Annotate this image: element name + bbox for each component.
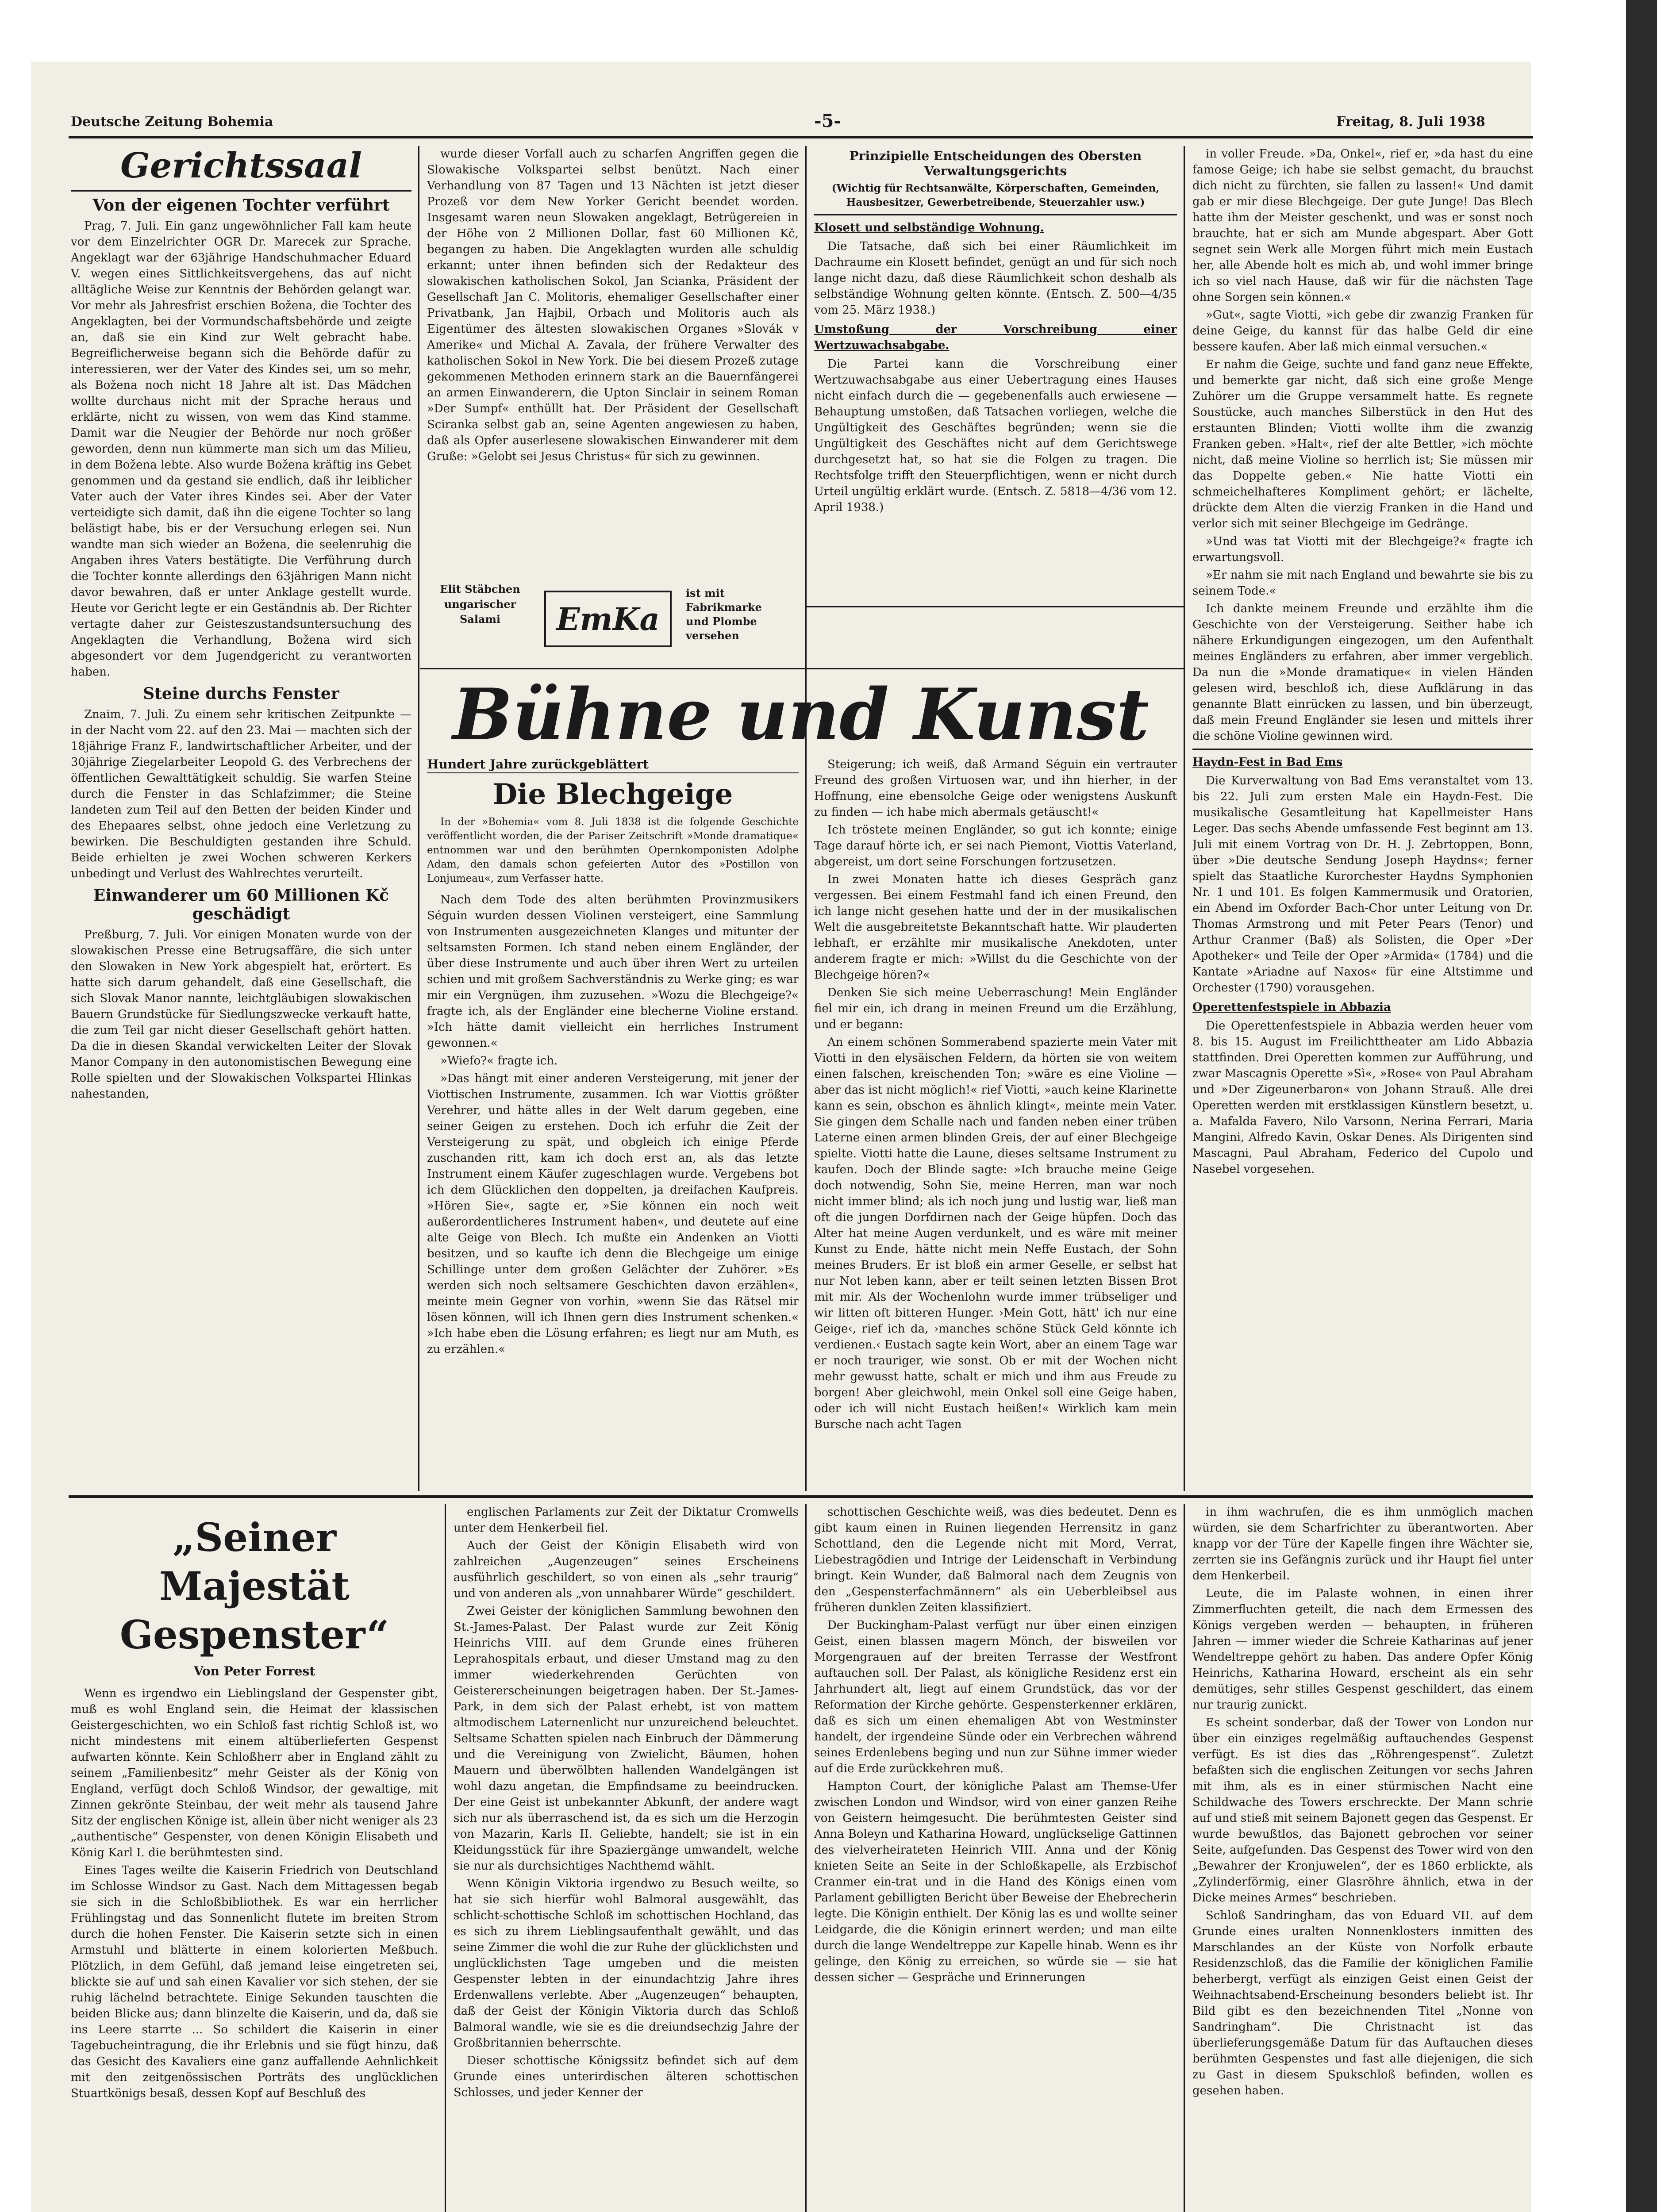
article-body: Zwei Geister der königlichen Sammlung bewohnen den St.-James-Palast. Der Palast wurde zur Zeit König Heinrichs VIII. auf dem Grunde eines früheren Leprahospitals erbaut, und dieser Umstand mag zu den immer wiederkehrenden Gerüchten von Geistererscheinungen beigetragen haben. Der St.-James-Park, in dem sich der Palast erhebt, ist von mattem altmodischem Laternenlicht nur unzureichend beleuchtet. Seltsame Schatten spielen nach Einbruch der Dämmerung und die Vereinigung von Zwielicht, Bäumen, hohen Mauern und überwölbten hallenden Wandelgängen ist wohl dazu angetan, die Empfindsame zu beeindrucken. Der eine Geist ist unbekannter Abkunft, der andere wagt sich nur als überraschend ist, da es sich um die Herzogin von Mazarin, Karls II. Geliebte, handelt; sie ist in ein Kleidungsstück für ihre Spaziergänge umwandelt, welche sie nur als durchsichtiges Nachthemd wählt. <box>454 1605 799 1873</box>
article-body: Der Buckingham-Palast verfügt nur über einen einzigen Geist, einen blassen magern Mönch, der bisweilen vor Morgengrauen auf der breiten Terrasse der Westfront auftauchen soll. Der Palast, als königliche Residenz erst ein Jahrhundert alt, liegt auf einem Grundstück, das vor der Reformation der Kirche gehörte. Gespensterkenner erklären, daß es sich um einen ehemaligen Abt von Westminster handelt, der irgendeine Sünde oder ein Verbrechen während seines Erdenlebens beging und nun zur Sühne immer wieder auf die Erde zurückkehren muß. <box>814 1619 1177 1775</box>
article-body: In zwei Monaten hatte ich dieses Gespräch ganz vergessen. Bei einem Festmahl fand ich einen Freund, den ich lange nicht gesehen hatte und der in der musikalischen Welt die ausgebreitetste Bekanntschaft hatte. Wir plauderten lebhaft, er erzählte mir musikalische Anekdoten, unter anderem fragte er mich: »Willst du die Geschichte von der Blechgeige hören?« <box>814 873 1177 982</box>
feature-title: Die Blechgeige <box>492 778 733 811</box>
article-headline: Steine durchs Fenster <box>143 684 339 703</box>
article-body: An einem schönen Sommerabend spazierte mein Vater mit Viotti in den elysäischen Feldern, da hörten sie von weitem einen falschen, kreischenden Ton; »wäre es eine Violine — aber das ist nicht möglich!« rief Viotti, »auch keine Klarinette kann es sein, obschon es ähnlich klingt«, meinte mein Vater. Sie gingen dem Schalle nach und fanden neben einer trüben Laterne einen armen blinden Greis, der auf einer Blechgeige spielte. Viotti hatte die Laune, dieses seltsame Instrument zu kaufen. Doch der Blinde sagte: »Ich brauche meine Geige doch notwendig, Sohn Sie, meine Herren, man war noch nicht immer blind; als ich noch jung und lustig war, ließ man oft die jungen Dorfdirnen nach der Geige hüpfen. Doch das Alter hat meine Augen verdunkelt, und es wäre mit meiner Kunst zu Ende, hätte nicht mein Neffe Eustach, der Sohn meines Bruders. Er ist bloß ein armer Geselle, er selbst hat nur Not leben kann, aber er teilt seinen letzten Bissen Brot mit mir. Als der Wochenlohn wurde immer trübseliger und wir litten oft bitteren Hunger. ›Mein Gott, hätt' ich nur eine Geige‹, rief ich da, ›manches schöne Stück Geld könnte ich verdienen.‹ Eustach sagte kein Wort, aber an einem Tage war er noch trauriger, wie sonst. Ob er mit der Wochen nicht mehr gewusst hatte, schalt er mich und ihm aus Freude zu borgen! Aber gleichwohl, mein Onkel soll eine Geige haben, oder ich will nicht Eustach heißen!« Wirklich kam mein Bursche nach acht Tagen <box>814 1036 1177 1431</box>
article-body: in voller Freude. »Da, Onkel«, rief er, »da hast du eine famose Geige; ich habe sie selbst gemacht, du brauchst dich nicht zu fürchten, sie fallen zu lassen!« Und damit gab er mir diese Blechgeige. Der gute Junge! Das Blech hatte ihm der Meister geschenkt, und was er sonst noch brauchte, hat er sich am Munde abgespart. Aber Gott segnet sein Werk alle Morgen führt mich mein Eustach her, alle Abende holt es mich ab, und wohl immer bringe ich so viel nach Hause, daß wir für die nächsten Tage ohne Sorgen sein können.« <box>1192 147 1533 304</box>
article-headline: Haydn-Fest in Bad Ems <box>1192 756 1343 769</box>
column-rule <box>805 1504 807 2212</box>
column-gerichtssaal <box>71 146 411 1486</box>
article-body: Wenn Königin Viktoria irgendwo zu Besuch weilte, so hat sie sich hierfür wohl Balmoral ausgewählt, das schlicht-schottische Schloß im schottischen Hochland, das es sich zu ihrem Lieblingsaufenthalt gewählt, und das seine Zimmer die wohl die zur Ruhe der glücklichsten und unglücklichsten Tage umgeben und die meisten Gespenster lebten in der einundachtzig Jahre ihres Erdenwallens verlebte. Aber „Augenzeugen“ behaupten, daß der Geist der Königin Viktoria durch das Schloß Balmoral wandle, wie sie es die dreiundsechzig Jahre der Großbritannien beherrschte. <box>454 1877 799 2050</box>
decision-headline: Klosett und selbständige Wohnung. <box>814 221 1044 234</box>
scan-edge <box>1626 0 1657 2212</box>
article-body: »Das hängt mit einer anderen Versteigerung, mit jener der Viottischen Instrumente, zusammen. Ich war Viottis größter Verehrer, und hätte alles in der Welt darum gegeben, eine seiner Geigen zu erstehen. Doch ich erfuhr die Zeit der Versteigerung zu spät, und obgleich ich einige Pferde zuschanden ritt, kam ich doch erst an, als das letzte Instrument einem Käufer zugeschlagen wurde. Vergebens bot ich dem Glücklichen den doppelten, ja dreifachen Kaufpreis. »Hören Sie«, sagte er, »Sie können ein noch weit außerordentlicheres Instrument haben«, und deutete auf eine alte Geige von Blech. Ich mußte ein Andenken an Viotti besitzen, und so kaufte ich denn die Blechgeige um einige Schillinge unter dem großen Gelächter der Zuhörer. »Es werden sich noch seltsamere Geschichten davon erzählen«, meinte mein Gegner von vorhin, »wenn Sie das Rätsel mir lösen können, will ich Ihnen gern dies Instrument schenken.« »Ich habe eben die Lösung erfahren; es liegt nur am Muth, es zu erzählen.« <box>427 1072 799 1356</box>
article-body: Die Partei kann die Vorschreibung einer Wertzuwachsabgabe aus einer Uebertragung eines Hauses nicht einfach durch die — gegebenenfalls auch erwiesene — Behauptung umstoßen, daß Tatsachen vorliegen, welche die Ungültigkeit des Geschäftes begründen; wenn sie die Ungültigkeit des Geschäftes nicht auf dem Gerichtswege durchgesetzt hat, so hat sie die Folgen zu tragen. Die Rechtsfolge trifft den Steuerpflichtigen, wenn er nicht durch Urteil ungültig erklärt wurde. (Entsch. Z. 5818—4/36 vom 12. April 1938.) <box>814 357 1177 514</box>
masthead-paper: Deutsche Zeitung Bohemia <box>71 114 273 130</box>
article-body: Znaim, 7. Juli. Zu einem sehr kritischen Zeitpunkte — in der Nacht vom 22. auf den 23. Mai — machten sich der 18jährige Franz F., landwirtschaftlicher Arbeiter, und der 30jährige Ziegelarbeiter Leopold G. des Verbrechens der öffentlichen Gewalttätigkeit schuldig. Sie warfen Steine durch die Fenster in das Schlafzimmer; die Steine landeten zum Teil auf den Betten der beiden Kinder und des Ehepaares selbst, ohne jedoch eine Verletzung zu bewirken. Die Beschuldigten gestanden ihre Schuld. Beide erhielten je zwei Wochen schweren Kerkers unbedingt und Verlust des Wahlrechtes verurteilt. <box>71 708 411 880</box>
article-body: Ich dankte meinem Freunde und erzählte ihm die Geschichte von der Versteigerung. Seither habe ich nähere Erkundigungen eingezogen, um den Aufenthalt meines Engländers zu erfahren, aber immer vergeblich. Da nun die »Monde dramatique« in vielen Händen gelesen wird, beschloß ich, diese Aufklärung in das genannte Blatt einrücken zu lassen, und bin überzeugt, daß mein Freund Engländer sie lesen und mittels ihrer die schöne Violine gewinnen wird. <box>1192 602 1533 743</box>
article-headline: Einwanderer um 60 Millionen Kč geschädigt <box>93 886 389 923</box>
article-body: Wenn es irgendwo ein Lieblingsland der Gespenster gibt, muß es wohl England sein, die Heimat der klassischen Geistergeschichten, wo ein Schloß fast richtig Schloß ist, wo nicht mindestens mit einem altüberlieferten Gespenst aufwarten könnte. Kein Schloßherr aber in England zählt zu seinem „Familienbesitz“ mehr Geister als der König von England, verfügt doch Schloß Windsor, der gewaltige, mit Zinnen gekrönte Steinbau, der weit mehr als tausend Jahre Sitz der englischen Könige ist, allein über nicht weniger als 23 „authentische“ Gespenster, von denen Königin Elisabeth und König Karl I. die berühmtesten sind. <box>71 1687 438 1859</box>
masthead-page: -5- <box>814 111 842 131</box>
bottom-column-2 <box>454 1504 799 2212</box>
ad-line: Fabrikmarke <box>686 601 762 614</box>
column-rule <box>805 146 807 1491</box>
column-rule <box>805 606 1184 607</box>
bottom-column-4 <box>1192 1504 1533 2212</box>
article-headline: Operettenfestspiele in Abbazia <box>1192 1001 1391 1014</box>
article-body: in ihm wachrufen, die es ihm unmöglich machen würden, sie dem Scharfrichter zu überantworten. Aber knapp vor der Türe der Kapelle fingen ihre Wächter sie, zerrten sie ins Gefängnis zurück und ihr Haupt fiel unter dem Henkerbeil. <box>1192 1505 1533 1582</box>
article-body: Auch der Geist der Königin Elisabeth wird von zahlreichen „Augenzeugen“ seines Erscheinens ausführlich geschildert, so von einen als „sehr traurig“ und von anderen als „von unnahbarer Würde“ geschildert. <box>454 1539 799 1600</box>
article-body: Die Tatsache, daß sich bei einer Räumlichkeit im Dachraume ein Klosett befindet, genügt an und für sich noch lange nicht dazu, daß diese Räumlichkeit schon deshalb als selbständige Wohnung gelten könnte. (Entsch. Z. 500—4/35 vom 25. März 1938.) <box>814 240 1177 317</box>
emka-logo: EmKa <box>544 591 672 647</box>
bottom-article-title: „Seiner Majestät Gespenster“ <box>119 1514 389 1658</box>
divider <box>71 190 411 192</box>
article-body: Preßburg, 7. Juli. Vor einigen Monaten wurde von der slowakischen Presse eine Betrugsaffäre, die sich unter den Slowaken in New York abgespielt hat, erörtert. Es hatte sich darum gehandelt, daß eine Gesellschaft, die sich Slovak Manor nannte, leichtgläubigen slowakischen Bauern Grundstücke für Siedlungszwecke verkauft hatte, die zum Teil gar nicht dieser Gesellschaft gehört hatten. Da die in diesen Skandal verwickelten Leiter der Slovak Manor Company in den autonomistischen Bewegung eine Rolle spielten und der Slowakischen Volkspartei Hlinkas nahestanden, <box>71 928 411 1101</box>
article-body: schottischen Geschichte weiß, was dies bedeutet. Denn es gibt kaum einen in Ruinen liegenden Herrensitz in ganz Schottland, den die Legende nicht mit Mord, Verrat, Liebestragödien und Intrige der Leidenschaft in Verbindung bringt. Kein Wunder, daß Balmoral nach dem Zeugnis von den „Gespensterfachmännern“ als ein Ueberbleibsel aus früheren dunklen Zeiten klassifiziert. <box>814 1505 1177 1614</box>
article-body: Nach dem Tode des alten berühmten Provinzmusikers Séguin wurden dessen Violinen versteigert, eine Sammlung von Instrumenten ausgezeichneten Klanges und mitunter der seltsamsten Formen. Ich stand neben einem Engländer, der über diese Instrumente und auch über ihren Wert zu urteilen schien und mit großem Sachverständnis zu Werke ging; es war mir ein Vergnügen, ihm zuzusehen. »Wozu die Blechgeige?« fragte ich, als der Engländer eine blecherne Violine erstand. »Ich hätte damit vielleicht ein herrliches Instrument gewonnen.« <box>427 893 799 1050</box>
column-legal-decisions <box>814 146 1177 602</box>
article-body: Hampton Court, der königliche Palast am Themse-Ufer zwischen London und Windsor, wird von einer ganzen Reihe von Geistern heimgesucht. Die berühmtesten Geister sind Anna Boleyn und Katharina Howard, unglückselige Gattinnen des vielverheirateten Heinrich VIII. Anna und der König knieten Seite an Seite in der Schloßkapelle, als Erzbischof Cranmer ein-trat und in die Hand des Königs einen vom Parlament gebilligten Bericht über Beweise der Ehebrecherin legte. Die Königin enthielt. Der König las es und wollte seiner Leidgarde, die die Königin erinnert werden; und man eilte durch die lange Wendeltreppe zur Kapelle hinab. Wenn es ihr gelinge, den König zu erreichen, so würde sie — sie hat dessen sicher — Gespräche und Erinnerungen <box>814 1780 1177 1984</box>
column-right <box>1192 146 1533 1486</box>
bottom-article-byline: Von Peter Forrest <box>193 1664 315 1678</box>
article-body: »Und was tat Viotti mit der Blechgeige?« fragte ich erwartungsvoll. <box>1192 535 1533 564</box>
section-title-buehne-und-kunst: Bühne und Kunst <box>452 673 1150 756</box>
article-body: Schloß Sandringham, das von Eduard VII. auf dem Grunde eines uralten Nonnenklosters inmitten des Marschlandes an der Küste von Norfolk erbaute Residenzschloß, das die Familie der königlichen Familie beherbergt, verfügt als einzigen Geist einen Geist der Weihnachtsabend-Erscheinung besonders beliebt ist. Ihr Bild gibt es den bezeichnenden Titel „Nonne von Sandringham“. Die Christnacht ist das überlieferungsgemäße Datum für das Auftauchen dieses berühmten Gespenstes und fast alle diejenigen, die sich zu Gast in diesem Spukschloß befinden, wollen es gesehen haben. <box>1192 1909 1533 2097</box>
column-rule <box>418 146 419 1491</box>
feature-intro: In der »Bohemia« vom 8. Juli 1838 ist die folgende Geschichte veröffentlicht worden, die der Pariser Zeitschrift »Monde dramatique« entnommen war und den berühmten Opernkomponisten Adolphe Adam, den damals schon gefeierten Autor des »Postillon von Lonjumeau«, zum Verfasser hatte. <box>427 816 799 884</box>
ad-line: ungarischer <box>444 598 516 611</box>
article-body: »Er nahm sie mit nach England und bewahrte sie bis zu seinem Tode.« <box>1192 568 1533 598</box>
newspaper-page <box>31 62 1531 2212</box>
column-rule <box>1184 146 1185 1491</box>
section-title-gerichtssaal: Gerichtssaal <box>120 146 362 186</box>
feature-kicker: Hundert Jahre zurückgeblättert <box>427 757 799 773</box>
article-body: Die Kurverwaltung von Bad Ems veranstaltet vom 13. bis 22. Juli zum ersten Male ein Haydn-Fest. Die musikalische Gesamtleitung hat Kapellmeister Hans Leger. Das sechs Abende umfassende Fest beginnt am 13. Juli mit einem Vortrag von Dr. H. J. Zebrtoppen, Bonn, über »Die deutsche Sendung Joseph Haydns«; ferner spielt das Staatliche Kurorchester Haydns Symphonien Nr. 1 und 101. Es folgen Kammermusik und Oratorien, ein Abend im Oxforder Bach-Chor unter Leitung von Dr. Thomas Armstrong und mit Peter Pears (Tenor) und Arthur Cranmer (Baß) als Solisten, die Oper »Der Apotheker« und Teile der Oper »Armida« (1784) und die Kantate »Ariadne auf Naxos« für eine Altstimme und Orchester (1790) vorausgehen. <box>1192 774 1533 995</box>
article-body: Es scheint sonderbar, daß der Tower von London nur über ein einziges regelmäßig auftauchendes Gespenst verfügt. Es ist dies das „Röhrengespenst“. Zuletzt befaßten sich die englischen Zeitungen vor sechs Jahren mit ihm, als es in einer stürmischen Nacht eine Schildwache des Towers erschreckte. Der Mann schrie auf und stieß mit seinem Bajonett gegen das Gespenst. Er wurde bewußtlos, das Bajonett gebrochen vor seiner Seite, aufgefunden. Das Gespenst des Tower wird von den „Bewahrer der Kronjuwelen“, der es 1860 erblickte, als „Zylinderförmig, einer Glasröhre ähnlich, etwa in der Dicke meines Armes“ beschrieben. <box>1192 1716 1533 1905</box>
ad-salami-text <box>429 582 531 657</box>
article-body: Dieser schottische Königssitz befindet sich auf dem Grunde eines unterirdischen älteren schottischen Schlosses, und jeder Kenner der <box>454 2054 799 2099</box>
article-body: wurde dieser Vorfall auch zu scharfen Angriffen gegen die Slowakische Volkspartei selbst benützt. Nach einer Verhandlung von 87 Tagen und 13 Nächten ist jetzt dieser Prozeß vor dem New Yorker Gericht beendet worden. Insgesamt waren neun Slowaken angeklagt, Betrügereien in der Höhe von 2 Millionen Dollar, fast 60 Millionen Kč, begangen zu haben. Die Angeklagten wurden alle schuldig erkannt; unter ihnen befinden sich der Redakteur des slowakischen katholischen Sokol, Jan Scianka, Präsident der Gesellschaft Jan C. Molitoris, ehemaliger Gesellschafter einer Privatbank, Jan Hajbil, Orbach und Molitoris auch als Eigentümer des ältesten slowakischen Organes »Slovák v Amerike« und Michal A. Zavala, der frühere Verwalter des katholischen Sokol in New York. Die bei diesem Prozeß zutage gekommenen Methoden erinnern stark an die Bauernfängerei an armen Einwanderern, die Upton Sinclair in seinem Roman »Der Sumpf« enthüllt hat. Der Präsident der Gesellschaft Sciranka selbst gab an, seine Agenten angewiesen zu haben, daß als Opfer auserlesene slowakischen Einwanderer mit dem Gruße: »Gelobt sei Jesus Christus« für sich zu gewinnen. <box>427 147 799 463</box>
article-body: Die Operettenfestspiele in Abbazia werden heuer vom 8. bis 15. August im Freilichttheater am Lido Abbazia stattfinden. Drei Operetten kommen zur Aufführung, und zwar Mascagnis Operette »Sì«, »Rose« von Paul Abraham und »Der Zigeunerbaron« von Johann Strauß. Alle drei Operetten werden mit erstklassigen Künstlern besetzt, u. a. Mafalda Favero, Nilo Varsonn, Nerina Ferrari, Maria Mangini, Alfredo Kavin, Oskar Denes. Als Dirigenten sind Mascagni, Paul Abraham, Federico del Cupolo und Nasebel vorgesehen. <box>1192 1019 1533 1176</box>
ad-line: Salami <box>459 613 501 626</box>
column-rule <box>1184 1504 1185 2212</box>
feature-column-left <box>427 757 799 1486</box>
decision-headline: Umstoßung der Vorschreibung einer Wertzuwachsabgabe. <box>814 323 1177 352</box>
article-body: Er nahm die Geige, suchte und fand ganz neue Effekte, und bemerkte gar nicht, daß sich eine große Menge Zuhörer um die Gruppe versammelt hatte. Es regnete Soustücke, auch manches Silberstück in den Hut des erstaunten Blinden; Viotti wollte ihm die zwanzig Franken geben. »Halt«, rief der alte Bettler, »ich möchte nicht, daß meine Violine so herrlich ist; Sie müssen mir das Doppelte geben.« Nie hatte Viotti ein schmeichelhafteres Kompliment gehört; er lächelte, drückte dem Alten die vierzig Franken in die Hand und verlor sich mit seiner Blechgeige im Gedränge. <box>1192 358 1533 530</box>
bottom-column-1 <box>71 1504 438 2212</box>
feature-rule <box>420 668 1184 669</box>
article-body: »Wiefo?« fragte ich. <box>440 1054 558 1068</box>
article-body: englischen Parlaments zur Zeit der Diktatur Cromwells unter dem Henkerbeil fiel. <box>454 1505 799 1535</box>
divider <box>1192 749 1533 750</box>
ad-line: und Plombe <box>686 615 757 628</box>
section-rule <box>69 1495 1533 1498</box>
article-subhead: (Wichtig für Rechtsanwälte, Körperschaften, Gemeinden, Hausbesitzer, Gewerbetreibende, Steuerzahler usw.) <box>831 182 1160 208</box>
article-body: Eines Tages weilte die Kaiserin Friedrich von Deutschland im Schlosse Windsor zu Gast. Nach dem Mittagessen begab sie sich in die Schloßbibliothek. Es war ein herrlicher Frühlingstag und das Sonnenlicht flutete im breiten Strom durch die hohen Fenster. Die Kaiserin setzte sich in einen Armstuhl und blätterte in einem kolorierten Meßbuch. Plötzlich, in dem Gefühl, daß jemand leise eingetreten sei, blickte sie auf und sah einen Kavalier vor sich stehen, der sie ruhig lächelnd betrachtete. Einige Sekunden tauschten die beiden Blicke aus; dann blinzelte die Kaiserin, und da, daß sie ins Leere starrte ... So schildert die Kaiserin in einer Tagebucheintragung, die ihr Erlebnis und sie fügt hinzu, daß das Gesicht des Kavaliers eine ganz auffallende Aehnlichkeit mit den zeitgenössischen Porträts des unglücklichen Stuartkönigs besaß, dessen Kopf auf Beschluß des <box>71 1864 438 2100</box>
masthead-rule <box>69 136 1533 138</box>
article-headline: Von der eigenen Tochter verführt <box>92 196 390 215</box>
article-body: »Gut«, sagte Viotti, »ich gebe dir zwanzig Franken für deine Geige, du kannst für das halbe Geld dir eine bessere kaufen. Aber laß mich einmal versuchen.« <box>1192 308 1533 353</box>
ad-line: Elit Stäbchen <box>440 583 520 595</box>
article-body: Leute, die im Palaste wohnen, in einen ihrer Zimmerfluchten geteilt, die nach dem Ermessen des Königs vergeben werden — behaupten, in früheren Jahren — immer wieder die Schreie Katharinas auf jener Wendeltreppe gehört zu haben. Das andere Opfer König Heinrichs, Katharina Howard, erscheint als ein sehr demütiges, sehr stilles Gespenst geschildert, das einem nur traurig zunickt. <box>1192 1587 1533 1712</box>
feature-column-right <box>814 757 1177 1486</box>
article-headline: Prinzipielle Entscheidungen des Obersten Verwaltungsgerichts <box>849 149 1142 178</box>
advertisement <box>429 582 796 657</box>
article-body: Steigerung; ich weiß, daß Armand Séguin ein vertrauter Freund des großen Virtuosen war, und ihn hierher, in der Hoffnung, eine ebensolche Geige oder wenigstens Auskunft zu finden — ich habe mich abermals getäuscht!« <box>814 758 1177 819</box>
ad-fabrikmarke-text <box>686 586 796 643</box>
divider <box>814 214 1177 215</box>
bottom-column-3 <box>814 1504 1177 2212</box>
column-continuation <box>427 146 799 571</box>
article-body: Denken Sie sich meine Ueberraschung! Mein Engländer fiel mir ein, ich drang in meinen Freund um die Erzählung, und er begann: <box>814 986 1177 1031</box>
ad-line: ist mit <box>686 587 725 599</box>
ad-line: versehen <box>686 629 739 642</box>
column-rule <box>445 1504 446 2212</box>
article-body: Prag, 7. Juli. Ein ganz ungewöhnlicher Fall kam heute vor dem Einzelrichter OGR Dr. Marecek zur Sprache. Angeklagt war der 63jährige Handschuhmacher Eduard V. wegen eines Sittlichkeitsvergehens, das auf nicht alltägliche Weise zur Kenntnis der Behörden gelangt war. Vor mehr als Jahresfrist erschien Božena, die Tochter des Angeklagten, bei der Vormundschaftsbehörde und zeigte an, daß sie ein Kind zur Welt gebracht habe. Begreiflicherweise begann sich die Behörde dafür zu interessieren, wer der Vater des Kindes sei, um so mehr, als Božena noch nicht 18 Jahre alt ist. Das Mädchen wollte durchaus nicht mit der Sprache heraus und erklärte, nicht zu wissen, von wem das Kind stamme. Damit war die Neugier der Behörde nur noch größer geworden, denn nun kümmerte man sich um das Milieu, in dem Božena lebte. Also wurde Božena kräftig ins Gebet genommen und da gestand sie endlich, daß ihr leiblicher Vater auch der Vater ihres Kindes sei. Aber der Vater verteidigte sich damit, daß ihn die eigene Tochter so lang belästigt habe, bis er der Versuchung erlegen sei. Nun wandte man sich wieder an Božena, die seelenruhig die Angaben ihres Vaters bestätigte. Die Verführung durch die Tochter konnte allerdings den 63jährigen Mann nicht davor bewahren, daß er unter Anklage gestellt wurde. Heute vor Gericht legte er ein Geständnis ab. Der Richter vertagte daher zur Geisteszustandsuntersuchung des Angeklagten die Verhandlung, Božena wird sich abgesondert vor dem Jugendgericht zu verantworten haben. <box>71 219 411 679</box>
masthead-date: Freitag, 8. Juli 1938 <box>1336 114 1485 130</box>
article-body: Ich tröstete meinen Engländer, so gut ich konnte; einige Tage darauf hörte ich, er sei nach Piemont, Viottis Vaterland, abgereist, um dort seine Forschungen fortzusetzen. <box>814 823 1177 868</box>
